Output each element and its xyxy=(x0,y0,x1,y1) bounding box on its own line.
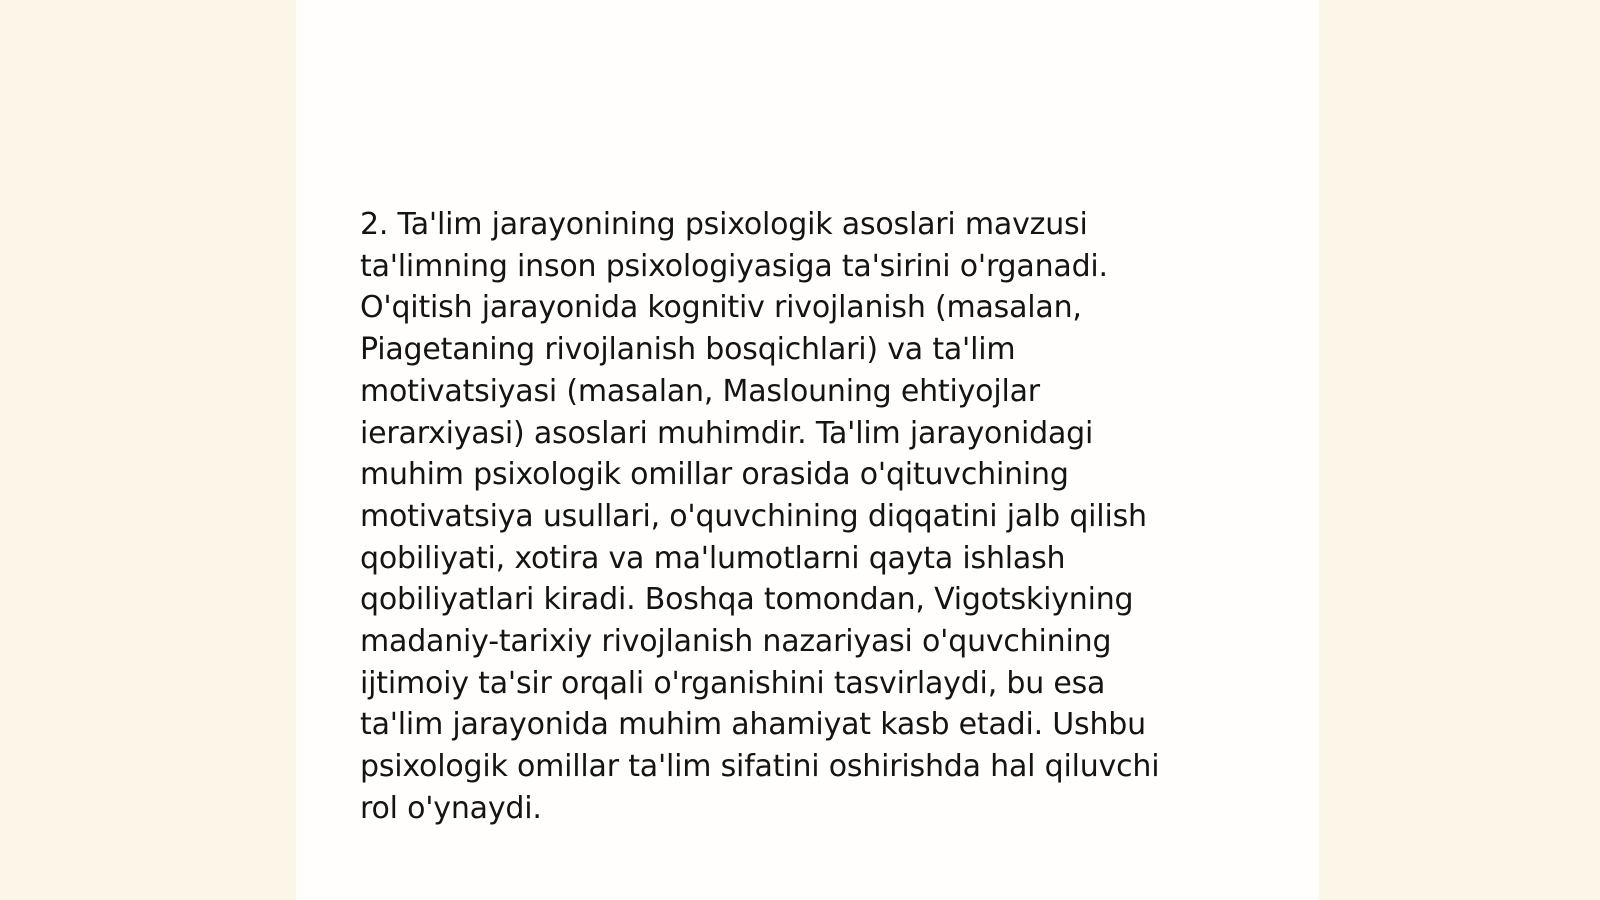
paragraph-line: ijtimoiy ta'sir orqali o'rganishini tasvirlaydi, bu esa xyxy=(360,665,1106,701)
paragraph-line: O'qitish jarayonida kognitiv rivojlanish (masalan, xyxy=(360,290,1082,326)
document-page[interactable] xyxy=(296,0,1319,900)
paragraph-line: ierarxiyasi) asoslari muhimdir. Ta'lim jarayonidagi xyxy=(360,415,1094,451)
paragraph-line: motivatsiya usullari, o'quvchining diqqatini jalb qilish xyxy=(360,498,1147,534)
paragraph-line: motivatsiyasi (masalan, Maslouning ehtiyojlar xyxy=(360,373,1040,409)
paragraph-line: Piagetaning rivojlanish bosqichlari) va ta'lim xyxy=(360,332,1016,368)
paragraph-line: rol o'ynaydi. xyxy=(360,790,542,826)
paragraph-line: madaniy-tarixiy rivojlanish nazariyasi o'quvchining xyxy=(360,624,1112,660)
paragraph-line: muhim psixologik omillar orasida o'qituvchining xyxy=(360,457,1069,493)
paragraph-line: qobiliyatlari kiradi. Boshqa tomondan, Vigotskiyning xyxy=(360,582,1134,618)
paragraph-line: psixologik omillar ta'lim sifatini oshirishda hal qiluvchi xyxy=(360,749,1160,785)
body-paragraph xyxy=(360,204,1260,830)
paragraph-line: ta'limning inson psixologiyasiga ta'sirini o'rganadi. xyxy=(360,248,1108,284)
paragraph-line: 2. Ta'lim jarayonining psixologik asoslari mavzusi xyxy=(360,207,1088,242)
paragraph-line: qobiliyati, xotira va ma'lumotlarni qayta ishlash xyxy=(360,540,1066,576)
paragraph-line: ta'lim jarayonida muhim ahamiyat kasb etadi. Ushbu xyxy=(360,707,1146,743)
